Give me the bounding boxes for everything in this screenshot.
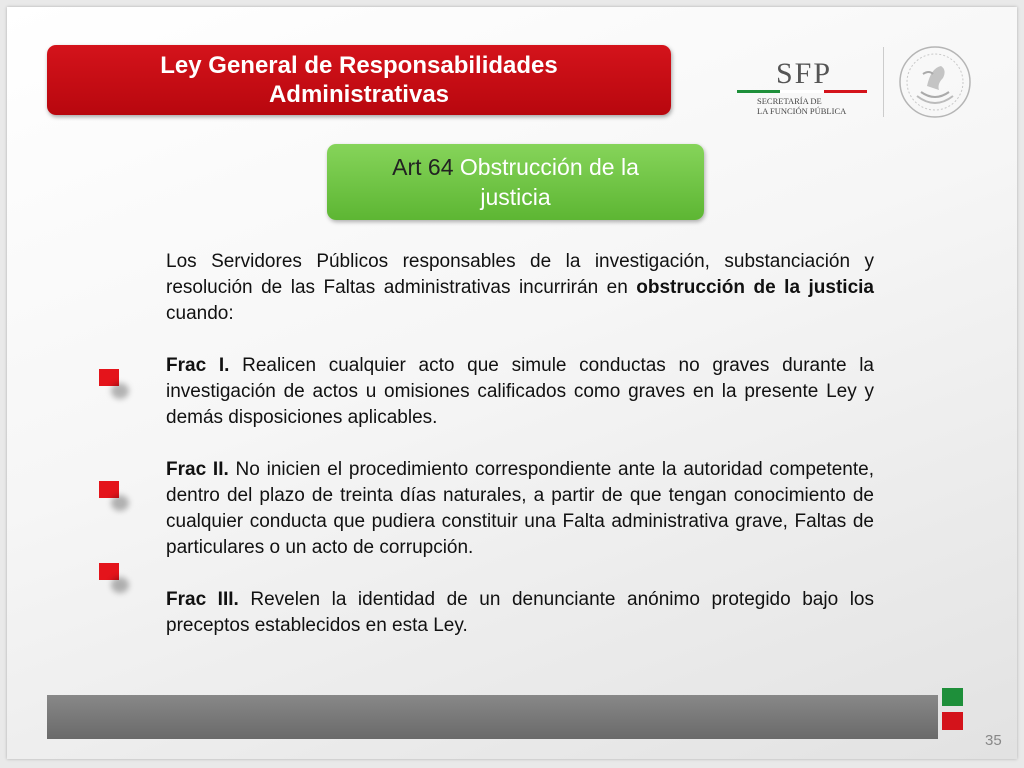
fraction-2-text: No inicien el procedimiento correspondiente ante la autoridad competente, dentro del plazo de treinta días naturales, a partir de que tengan conocimiento de cualquier conducta que pudiera constituir una Falta administrativa grave, Faltas de particulares o un acto de corrupción. [166,459,874,558]
logo-stripe [737,90,867,93]
intro-bold: obstrucción de la justicia [636,277,874,298]
logo-abbr: SFP [776,57,833,90]
intro-end: cuando: [166,303,234,324]
fraction-1-text: Realicen cualquier acto que simule conductas no graves durante la investigación de actos u omisiones calificados como graves en la presente Ley y demás disposiciones aplicables. [166,355,874,428]
article-banner [327,144,704,220]
fraction-3-label: Frac III. [166,589,239,610]
fraction-3 [166,587,874,639]
article-body [166,249,874,665]
article-number: Art 64 [392,154,454,180]
mexico-coat-of-arms-icon [897,44,973,120]
logo-subtitle: SECRETARÍA DE LA FUNCIÓN PÚBLICA [757,96,847,116]
logo-divider [883,47,884,117]
slide [7,7,1017,759]
red-square-bullet-icon [99,563,119,580]
article-topic: Obstrucción de la justicia [459,154,639,210]
footer-bar [47,695,938,739]
page-number: 35 [985,732,1002,749]
red-square-bullet-icon [99,481,119,498]
fraction-1-label: Frac I. [166,355,230,376]
red-square-bullet-icon [99,369,119,386]
footer-red-square [942,712,963,730]
fraction-2 [166,457,874,561]
footer-green-square [942,688,963,706]
fraction-3-text: Revelen la identidad de un denunciante anónimo protegido bajo los preceptos establecidos en esta Ley. [166,589,874,636]
intro-paragraph [166,249,874,327]
slide-title: Ley General de Responsabilidades Administrativas [160,52,558,108]
intro-text: Los Servidores Públicos responsables de la investigación, substanciación y resolución de las Faltas administrativas incurrirán en [166,251,874,298]
fraction-2-label: Frac II. [166,459,229,480]
sfp-logo [737,57,877,117]
fraction-1 [166,353,874,431]
title-banner [47,45,671,115]
